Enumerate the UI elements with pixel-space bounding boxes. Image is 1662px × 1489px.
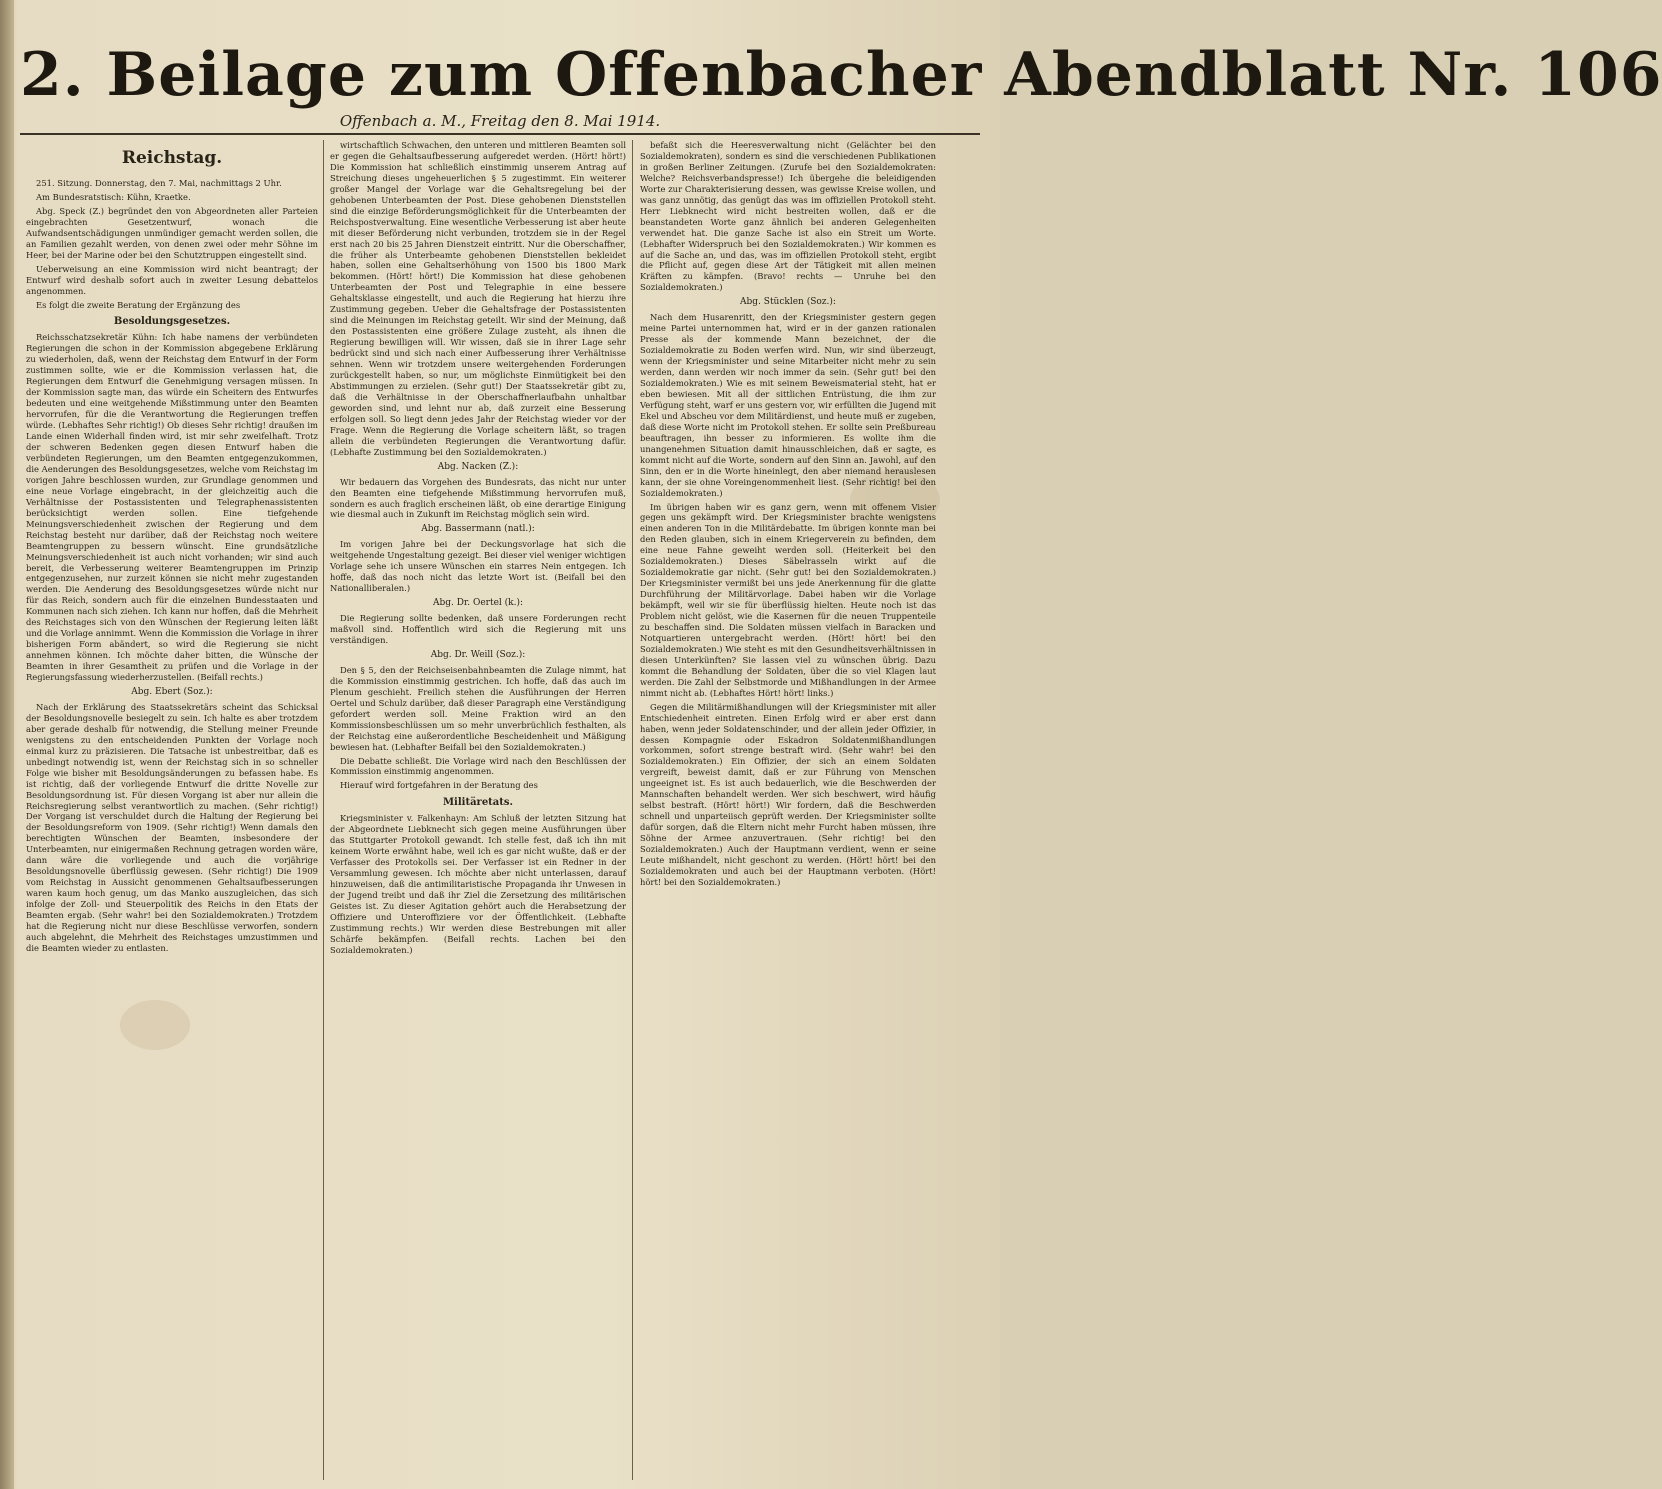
column-1 bbox=[26, 140, 318, 1485]
bundesrat-line: Am Bundesratstisch: Kühn, Kraetke. bbox=[36, 191, 191, 202]
dateline: Offenbach a. M., Freitag den 8. Mai 1914. bbox=[339, 112, 661, 130]
article-paragraph: Den § 5, den der Reichseisenbahnbeamten die Zulage nimmt, hat die Kommission einstimmig gestrichen. Ich hoffe, daß das auch im Plenum geschieht. Freilich stehen die Ausführungen der Herren Oertel und Schulz darüber, daß dieser Paragraph eine Verständigung gefordert werden soll. Meine Fraktion wird an den Kommissionsbeschlüssen um so mehr unverbrüchlich festhalten, als der Reichstag eine außerordentliche Bescheidenheit und Mäßigung bewiesen hat. (Lebhafter Beifall bei den Sozialdemokraten.) bbox=[330, 664, 626, 752]
article-paragraph: Es folgt die zweite Beratung der Ergänzung des bbox=[36, 299, 241, 310]
article-paragraph: Abg. Speck (Z.) begründet den von Abgeordneten aller Parteien eingebrachten Gesetzentwurf, wonach die Aufwandsentschädigungen unmündiger gemacht werden sollen, die an Familien gezahlt werden, von denen zwei oder mehr Söhne im Heer, bei der Marine oder bei den Schutztruppen eingestellt sind. bbox=[26, 205, 318, 260]
subheading: Militäretats. bbox=[442, 797, 514, 809]
article-paragraph: Die Debatte schließt. Die Vorlage wird nach den Beschlüssen der Kommission einstimmig angenommen. bbox=[330, 755, 626, 777]
speaker-label: Abg. Stücklen (Soz.): bbox=[740, 297, 836, 308]
article-paragraph: befaßt sich die Heeresverwaltung nicht (Gelächter bei den Sozialdemokraten), sondern es sind die verschiedenen Publikationen in großen Berliner Zeitungen. (Zurufe bei den Sozialdemokraten: Welche? Reichsverbandspresse!) Ich übergehe die beleidigenden Worte zur Charakterisierung dessen, was gewisse Kreise wollen, und was ganz unnötig, das genügt das was im offiziellen Protokoll steht. Herr Liebknecht wird nicht bestreiten wollen, daß er die beanstandeten Worte ganz ähnlich bei anderen Gelegenheiten verwendet hat. Die ganze Sache ist also ein Streit um Worte. (Lebhafter Widerspruch bei den Sozialdemokraten.) Wir kommen es auf die Sache an, und das, was im offiziellen Protokoll steht, ergibt die Pflicht auf, gegen diese Art der Tätigkeit mit allen meinen Kräften zu kämpfen. (Bravo! rechts — Unruhe bei den Sozialdemokraten.) bbox=[640, 140, 936, 293]
article-paragraph: Gegen die Militärmißhandlungen will der Kriegsminister mit aller Entschiedenheit eintreten. Einen Erfolg wird er aber erst dann haben, wenn jeder Soldatenschinder, und der allein jeder Offizier, in dessen Kompagnie oder Eskadron Soldatenmißhandlungen vorkommen, sofort strenge bestraft wird. (Sehr wahr! bei den Sozialdemokraten.) Ein Offizier, der sich an einem Soldaten vergreift, beweist damit, daß er zur Führung von Menschen ungeeignet ist. Es ist auch bedauerlich, wie die Beschwerden der Mannschaften behandelt werden. Wer sich beschwert, wird häufig selbst bestraft. (Hört! hört!) Wir fordern, daß die Beschwerden schnell und unparteiisch geprüft werden. Der Kriegsminister sollte dafür sorgen, daß die Eltern nicht mehr Furcht haben müssen, ihre Söhne der Armee anzuvertrauen. (Sehr richtig! bei den Sozialdemokraten.) Auch der Hauptmann verdient, wenn er seine Leute mißhandelt, nicht geschont zu werden. (Hört! hört! bei den Sozialdemokraten und auch bei der Hauptmann verboten. (Hört! hört! bei den Sozialdemokraten.) bbox=[640, 701, 936, 887]
speaker-label: Abg. Dr. Weill (Soz.): bbox=[430, 649, 526, 660]
article-paragraph: Im übrigen haben wir es ganz gern, wenn mit offenem Visier gegen uns gekämpft wird. Der Kriegsminister brachte wenigstens einen anderen Ton in die Militärdebatte. Im übrigen konnte man bei den Reden glauben, sich in einem Kriegerverein zu befinden, dem eine neue Fahne geweiht werden soll. (Heiterkeit bei den Sozialdemokraten.) Dieses Säbelrasseln wirkt auf die Sozialdemokratie gar nicht. (Sehr gut! bei den Sozialdemokraten.) Der Kriegsminister vermißt bei uns jede Anerkennung für die glatte Durchführung der Militärvorlage. Dabei haben wir die Vorlage bekämpft, weil wir sie für überflüssig hielten. Heute noch ist das Problem nicht gelöst, wie die Kasernen für die neuen Truppenteile zu beschaffen sind. Die Soldaten müssen vielfach in Baracken und Notquartieren untergebracht werden. (Hört! hört! bei den Sozialdemokraten.) Wie steht es mit den Gesundheitsverhältnissen in diesen Unterkünften? Sie lassen viel zu wünschen übrig. Dazu kommt die Behandlung der Soldaten, über die so viel Klagen laut werden. Die Zahl der Selbstmorde und Mißhandlungen in der Armee nimmt nicht ab. (Lebhaftes Hört! hört! links.) bbox=[640, 501, 936, 698]
speaker-label: Abg. Ebert (Soz.): bbox=[131, 686, 213, 697]
article-paragraph: Die Regierung sollte bedenken, daß unsere Forderungen recht maßvoll sind. Hoffentlich wird sich die Regierung mit uns verständigen. bbox=[330, 613, 626, 645]
column-3 bbox=[640, 140, 936, 1485]
speaker-label: Abg. Nacken (Z.): bbox=[437, 461, 519, 472]
article-paragraph: Hierauf wird fortgefahren in der Beratung des bbox=[340, 780, 538, 791]
article-paragraph: Im vorigen Jahre bei der Deckungsvorlage hat sich die weitgehende Ungestaltung gezeigt. Bei dieser viel weniger wichtigen Vorlage sehe ich unsere Wünschen ein starres Nein entgegen. Ich hoffe, daß das noch nicht das letzte Wort ist. (Beifall bei den Nationalliberalen.) bbox=[330, 539, 626, 594]
section-heading: Reichstag. bbox=[121, 148, 223, 168]
speaker-label: Abg. Dr. Oertel (k.): bbox=[432, 598, 524, 609]
article-paragraph: Nach dem Husarenritt, den der Kriegsminister gestern gegen meine Partei unternommen hat, wird er in der ganzen rationalen Presse als der kommende Mann bezeichnet, der die Sozialdemokratie zu Boden werfen wird. Nun, wir sind überzeugt, wenn der Kriegsminister und seine Mitarbeiter nicht mehr zu sein werden, dann werden wir noch immer da sein. (Sehr gut! bei den Sozialdemokraten.) Wie es mit seinem Beweismaterial steht, hat er eben bewiesen. Mit all der sittlichen Entrüstung, die ihm zur Verfügung steht, warf er uns gestern vor, wir erfüllten die Jugend mit Ekel und Abscheu vor dem Militärdienst, und heute muß er zugeben, daß diese Worte nicht im Protokoll stehen. Er sollte sein Preßbureau beauftragen, ihn besser zu informieren. Es wollte ihm die unangenehmen Situation damit hinausschleichen, daß er sagte, es kommt nicht auf die Worte, sondern auf den Sinn an. Jawohl, auf den Sinn, den er in die Worte hineinlegt, den aber niemand herauslesen kann, der sie ohne Voreingenommenheit liest. (Sehr richtig! bei den Sozialdemokraten.) bbox=[640, 312, 936, 498]
binding-edge bbox=[0, 0, 14, 1489]
article-paragraph: Kriegsminister v. Falkenhayn: Am Schluß der letzten Sitzung hat der Abgeordnete Liebknecht sich gegen meine Ausführungen über das Stuttgarter Protokoll gewandt. Ich stelle fest, daß ich ihn mit keinem Worte erwähnt habe, weil ich es gar nicht wußte, daß er der Verfasser des Protokolls sei. Der Verfasser ist ein Redner in der Versammlung gewesen. Ich möchte aber nicht unterlassen, darauf hinzuweisen, daß die antimilitaristische Propaganda ihr Unwesen in der Jugend treibt und daß ihr Ziel die Zersetzung des militärischen Geistes ist. Zu dieser Agitation gehört auch die Herabsetzung der Offiziere und Unteroffiziere vor der Öffentlichkeit. (Lebhafte Zustimmung rechts.) Wir werden diese Bestrebungen mit aller Schärfe bekämpfen. (Beifall rechts. Lachen bei den Sozialdemokraten.) bbox=[330, 813, 626, 955]
column-2 bbox=[330, 140, 626, 1485]
article-paragraph: Nach der Erklärung des Staatssekretärs scheint das Schicksal der Besoldungsnovelle besiegelt zu sein. Ich halte es aber trotzdem aber gerade deshalb für notwendig, die Stellung meiner Freunde wenigstens zu den entscheidenden Punkten der Vorlage noch einmal kurz zu präzisieren. Die Tatsache ist unbestreitbar, daß es unbedingt notwendig ist, wenn der Reichstag sich in so schneller Folge wie bisher mit Besoldungsänderungen zu befassen habe. Es ist richtig, daß der vorliegende Entwurf die dritte Novelle zur Besoldungsordnung ist. Für diesen Vorgang ist aber nur allein die Reichsregierung selbst verantwortlich zu machen. (Sehr richtig!) Der Vorgang ist verschuldet durch die Haltung der Regierung bei der Besoldungsreform von 1909. (Sehr richtig!) Wenn damals den berechtigten Wünschen der Beamten, insbesondere der Unterbeamten, nur einigermaßen Rechnung getragen worden wäre, dann wäre die vorliegende und auch die vorjährige Besoldungsnovelle überflüssig gewesen. (Sehr richtig!) Die 1909 vom Reichstag in Aussicht genommenen Gehaltsaufbesserungen waren kaum hoch genug, um das Manko auszugleichen, das sich infolge der Zoll- und Steuerpolitik des Reichs in den Etats der Beamten ergab. (Sehr wahr! bei den Sozialdemokraten.) Trotzdem hat die Regierung nicht nur diese Beschlüsse verworfen, sondern auch abgelehnt, die Mehrheit des Reichstages umzustimmen und die Beamten wieder zu entlasten. bbox=[26, 701, 318, 953]
session-line: 251. Sitzung. Donnerstag, den 7. Mai, nachmittags 2 Uhr. bbox=[36, 178, 282, 188]
article-paragraph: Ueberweisung an eine Kommission wird nicht beantragt; der Entwurf wird deshalb sofort auch in zweiter Lesung debattelos angenommen. bbox=[26, 263, 318, 296]
subheading: Besoldungsgesetzes. bbox=[113, 316, 231, 328]
article-paragraph: Reichsschatzsekretär Kühn: Ich habe namens der verbündeten Regierungen die schon in der Kommission abgegebene Erklärung zu wiederholen, daß, wenn der Reichstag dem Entwurf in der Form zustimmen sollte, wie er die Kommission verlassen hat, die Regierungen dem Entwurf die Genehmigung versagen müssen. In der Kommission sagte man, das würde ein Scheitern des Entwurfes bedeuten und eine weitgehende Mißstimmung unter den Beamten hervorrufen, für die die Verantwortung die Regierungen treffen würde. (Lebhaftes Sehr richtig!) Ob dieses Sehr richtig! draußen im Lande einen Widerhall finden wird, ist mir sehr zweifelhaft. Trotz der schweren Bedenken gegen diesen Entwurf haben die verbündeten Regierungen, um den Beamten entgegenzukommen, die Aenderungen des Besoldungsgesetzes, welche vom Reichstag im vorigen Jahre beschlossen wurden, zur Grundlage genommen und eine neue Vorlage eingebracht, in der gleichzeitig auch die Verhältnisse der Postassistenten und Telegraphenassistenten berücksichtigt werden sollen. Eine tiefgehende Meinungsverschiedenheit zwischen der Regierung und dem Reichstag besteht nur darüber, daß der Reichstag noch weitere Beamtengruppen zu bessern wünscht. Eine grundsätzliche Meinungsverschiedenheit ist auch nicht vorhanden; wir sind auch bereit, die Verbesserung weiterer Beamtengruppen im Prinzip entgegenzusehen, nur zurzeit können sie nicht mehr zugestanden werden. Die Aenderung des Besoldungsgesetzes würde nicht nur für das Reich, sondern auch für die einzelnen Bundesstaaten und Kommunen nach sich ziehen. Ich kann nur hoffen, daß die Mehrheit des Reichstages sich von den Wünschen der Regierung leiten läßt und die Vorlage annimmt. Wenn die Kommission die Vorlage in ihrer bisherigen Form abändert, so wird die Regierung sie nicht annehmen können. Ich möchte daher bitten, die Wünsche der Beamten in ihrer Gesamtheit zu prüfen und die Vorlage in der Regierungsfassung wiederherzustellen. (Beifall rechts.) bbox=[26, 332, 318, 683]
masthead: 2. Beilage zum Offenbacher Abendblatt Nr. 106 bbox=[20, 40, 1662, 110]
header-rule bbox=[20, 133, 980, 135]
column-separator bbox=[323, 140, 324, 1480]
speaker-label: Abg. Bassermann (natl.): bbox=[421, 524, 535, 535]
column-separator bbox=[632, 140, 633, 1480]
article-paragraph: wirtschaftlich Schwachen, den unteren und mittleren Beamten soll er gegen die Gehaltsaufbesserung aufgeredet werden. (Hört! hört!) Die Kommission hat schließlich einstimmig unserem Antrag auf Streichung dieses ungeheuerlichen § 5 zugestimmt. Ein weiterer großer Mangel der Vorlage war die Gehaltsregelung bei der gehobenen Unterbeamten der Post. Diese gehobenen Dienststellen sind die einzige Beförderungsmöglichkeit für die Unterbeamten der Reichspostverwaltung. Eine wesentliche Verbesserung ist aber heute mit dieser Beförderung nicht verbunden, trotzdem sie in der Regel erst nach 20 bis 25 Jahren Dienstzeit eintritt. Nur die Oberschaffner, die früher als Unterbeamte gehobenen Dienststellen bekleidet haben, sollen eine Gehaltserhöhung von 1500 bis 1800 Mark bekommen. (Hört! hört!) Die Kommission hat diese gehobenen Unterbeamten der Post und Telegraphie in eine bessere Gehaltsklasse eingestellt, und auch die Regierung hat hierzu ihre Zustimmung gegeben. Ueber die Gehaltsfrage der Postassistenten sind die Meinungen im Reichstag geteilt. Wir sind der Meinung, daß den Postassistenten eine größere Zulage zusteht, als ihnen die Regierung bewilligen will. Wir wissen, daß sie in ihrer Lage sehr bedrückt sind und sich nach einer Aufbesserung ihrer Verhältnisse sehnen. Wenn wir trotzdem unsere weitergehenden Forderungen zurückgestellt haben, so nur, um möglichste Einmütigkeit bei den Abstimmungen zu erzielen. (Sehr gut!) Der Staatssekretär gibt zu, daß die Verhältnisse in der Oberschaffnerlaufbahn unhaltbar geworden sind, und lehnt nur ab, daß zurzeit eine Besserung erfolgen soll. So liegt denn jedes Jahr der Reichstag wieder vor der Frage. Wenn die Regierung die Vorlage scheitern läßt, so tragen allein die verbündeten Regierungen die Verantwortung dafür. (Lebhafte Zustimmung bei den Sozialdemokraten.) bbox=[330, 140, 626, 457]
article-paragraph: Wir bedauern das Vorgehen des Bundesrats, das nicht nur unter den Beamten eine tiefgehende Mißstimmung hervorrufen muß, sondern es auch fraglich erscheinen läßt, ob eine derartige Einigung wie diesmal auch in Zukunft im Reichstag möglich sein wird. bbox=[330, 476, 626, 520]
